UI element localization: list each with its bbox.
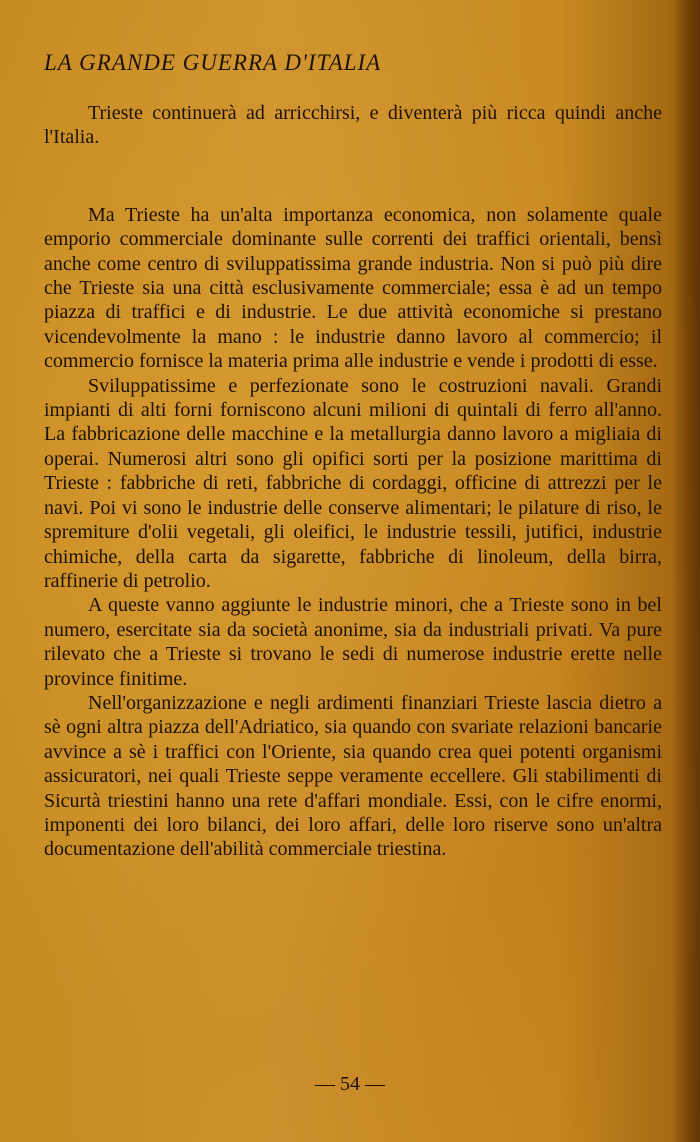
running-head: LA GRANDE GUERRA D'ITALIA xyxy=(44,50,382,75)
paragraph-5: Nell'organizzazione e negli ardimenti finanziari Trieste lascia dietro a sè ogni altra piazza dell'Adriatico, sia quando con svariate relazioni bancarie avvince a sè i traffici con l'Oriente, sia quando crea quei potenti organismi assicuratori, nei quali Trieste seppe veramente eccellere. Gli stabilimenti di Sicurtà triestini hanno una rete d'affari mondiale. Essi, con le cifre enormi, imponenti dei loro bilanci, dei loro affari, delle loro riserve sono un'altra documentazione dell'abilità commerciale triestina. xyxy=(44,691,662,861)
paragraph-3: Sviluppatissime e perfezionate sono le costruzioni navali. Grandi impianti di alti forni forniscono alcuni milioni di quintali di ferro all'anno. La fabbricazione delle macchine e la metallurgia danno lavoro a migliaia di operai. Numerosi altri sono gli opifici sorti per la posizione marittima di Trieste : fabbriche di reti, fabbriche di cordaggi, officine di attrezzi per le navi. Poi vi sono le industrie delle conserve alimentari; le pilature di riso, le spremiture d'olii vegetali, gli oleifici, le industrie tessili, jutifici, industrie chimiche, della carta da sigarette, fabbriche di linoleum, della birra, raffinerie di petrolio. xyxy=(44,374,662,592)
paragraph-1: Trieste continuerà ad arricchirsi, e diventerà più ricca quindi anche l'Italia. xyxy=(44,102,662,149)
page-number: — 54 — xyxy=(315,1073,385,1095)
paragraph-2: Ma Trieste ha un'alta importanza economica, non solamente quale emporio commerciale dominante sulle correnti dei traffici orientali, bensì anche come centro di sviluppatissima grande industria. Non si può più dire che Trieste sia una città esclusivamente commerciale; essa è ad un tempo piazza di traffici e di industrie. Le due attività economiche si prestano vicendevolmente la mano : le industrie danno lavoro al commercio; il commercio fornisce la materia prima alle industrie e vende i prodotti di esse. xyxy=(44,203,662,373)
body-text xyxy=(44,101,662,862)
page-edge-shadow xyxy=(672,0,700,1142)
paragraph-4: A queste vanno aggiunte le industrie minori, che a Trieste sono in bel numero, esercitate sia da società anonime, sia da industriali privati. Va pure rilevato che a Trieste si trovano le sedi di numerose industrie erette nelle province finitime. xyxy=(44,594,662,690)
